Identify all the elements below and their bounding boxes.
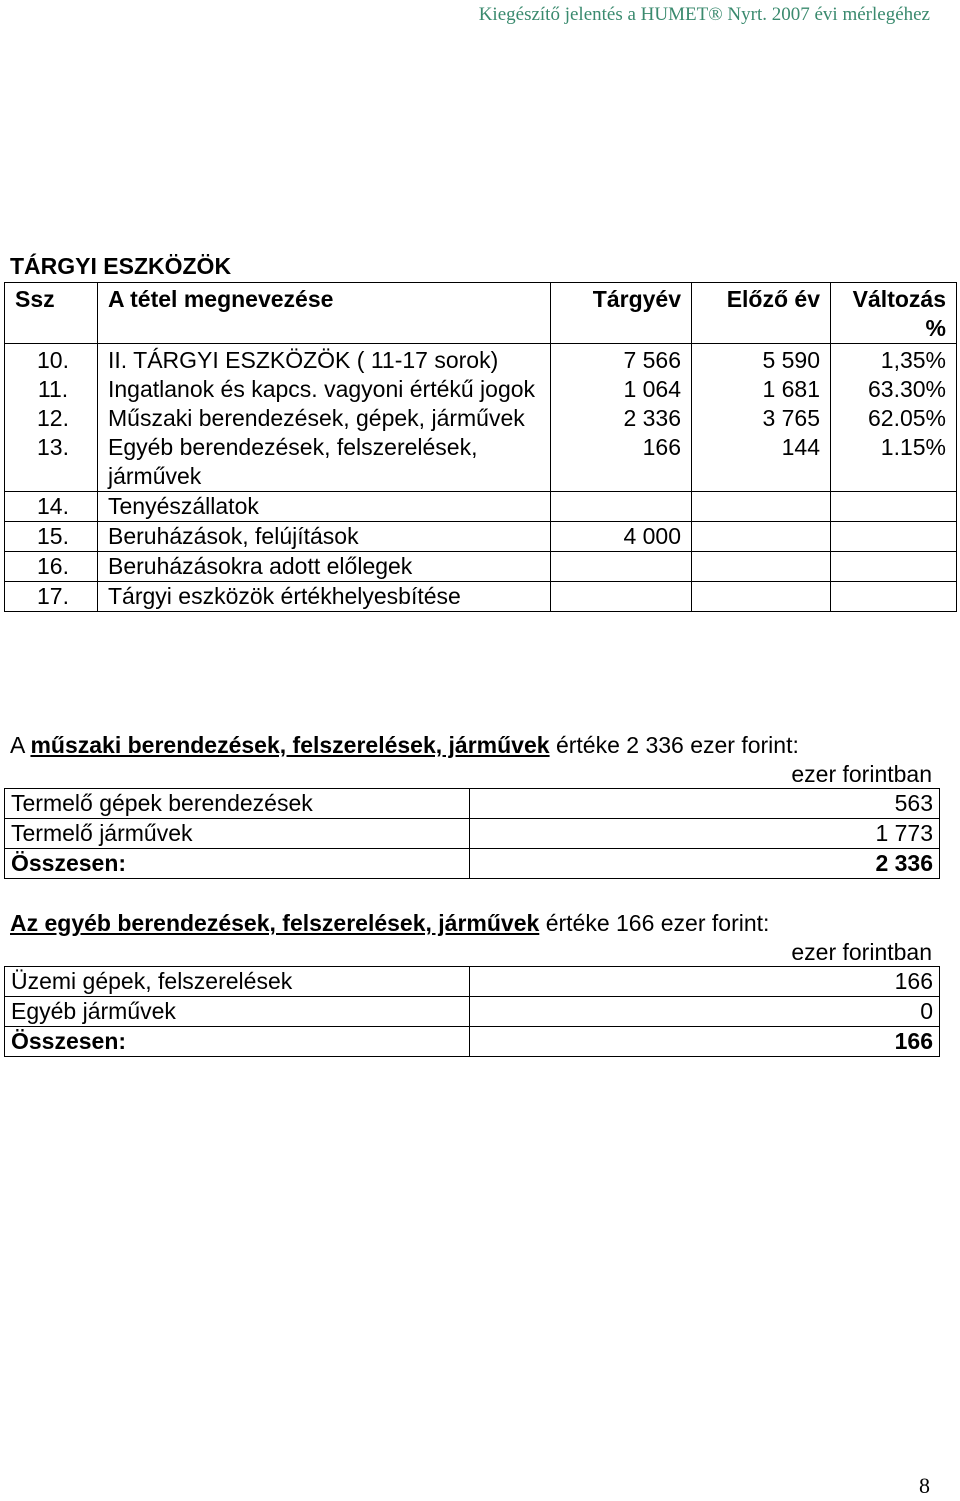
row-ssz: 15. xyxy=(5,522,98,552)
total-row xyxy=(5,1027,940,1057)
intro-underlined: műszaki berendezések, felszerelések, járművek xyxy=(30,732,550,758)
row-label: Üzemi gépek, felszerelések xyxy=(5,967,470,997)
row-name: Beruházásokra adott előlegek xyxy=(98,552,551,582)
column-header-change: Változás % xyxy=(831,283,957,344)
column-header-previous-year: Előző év xyxy=(692,283,831,344)
row-name: Ingatlanok és kapcs. vagyoni értékű jogok xyxy=(98,375,551,404)
unit-label: ezer forintban xyxy=(791,939,932,965)
row-label: Termelő gépek berendezések xyxy=(5,789,470,819)
row-ssz: 14. xyxy=(5,492,98,522)
unit-label: ezer forintban xyxy=(791,761,932,787)
row-previous: 3 765 xyxy=(692,404,831,433)
technical-equipment-intro xyxy=(10,732,799,759)
total-value: 166 xyxy=(470,1027,940,1057)
table-row xyxy=(5,552,957,582)
table-row xyxy=(5,582,957,612)
intro-suffix: értéke 166 ezer forint: xyxy=(545,910,770,936)
row-current: 7 566 xyxy=(551,344,692,376)
table-row xyxy=(5,404,957,433)
row-ssz: 16. xyxy=(5,552,98,582)
section-title: TÁRGYI ESZKÖZÖK xyxy=(10,253,232,279)
table-row xyxy=(5,522,957,552)
row-value: 166 xyxy=(470,967,940,997)
table-row xyxy=(5,433,957,492)
row-previous xyxy=(692,552,831,582)
row-value: 0 xyxy=(470,997,940,1027)
row-name: Tárgyi eszközök értékhelyesbítése xyxy=(98,582,551,612)
total-value: 2 336 xyxy=(470,849,940,879)
intro-suffix: értéke 2 336 ezer forint: xyxy=(555,732,799,758)
page-number: 8 xyxy=(919,1473,930,1498)
row-change: 1,35% xyxy=(831,344,957,376)
row-current: 4 000 xyxy=(551,522,692,552)
row-change xyxy=(831,552,957,582)
row-change xyxy=(831,582,957,612)
row-ssz: 13. xyxy=(5,433,98,492)
row-previous xyxy=(692,492,831,522)
total-label: Összesen: xyxy=(5,849,470,879)
table-row xyxy=(5,492,957,522)
technical-equipment-table xyxy=(4,788,940,879)
document-header: Kiegészítő jelentés a HUMET® Nyrt. 2007 évi mérlegéhez xyxy=(478,4,930,25)
row-name: Műszaki berendezések, gépek, járművek xyxy=(98,404,551,433)
row-name: Beruházások, felújítások xyxy=(98,522,551,552)
row-previous: 144 xyxy=(692,433,831,492)
tangible-assets-table xyxy=(4,282,957,612)
table-row xyxy=(5,789,940,819)
row-name: II. TÁRGYI ESZKÖZÖK ( 11-17 sorok) xyxy=(98,344,551,376)
column-header-ssz: Ssz xyxy=(5,283,98,344)
row-label: Termelő járművek xyxy=(5,819,470,849)
row-change: 62.05% xyxy=(831,404,957,433)
table-row xyxy=(5,997,940,1027)
total-row xyxy=(5,849,940,879)
row-current: 2 336 xyxy=(551,404,692,433)
row-previous: 1 681 xyxy=(692,375,831,404)
row-ssz: 11. xyxy=(5,375,98,404)
table-row xyxy=(5,967,940,997)
intro-underlined: Az egyéb berendezések, felszerelések, járművek xyxy=(10,910,540,936)
row-current: 1 064 xyxy=(551,375,692,404)
row-current xyxy=(551,552,692,582)
row-previous xyxy=(692,582,831,612)
column-header-current-year: Tárgyév xyxy=(551,283,692,344)
row-value: 563 xyxy=(470,789,940,819)
row-ssz: 17. xyxy=(5,582,98,612)
row-name: Tenyészállatok xyxy=(98,492,551,522)
row-label: Egyéb járművek xyxy=(5,997,470,1027)
row-previous: 5 590 xyxy=(692,344,831,376)
total-label: Összesen: xyxy=(5,1027,470,1057)
row-ssz: 10. xyxy=(5,344,98,376)
table-row xyxy=(5,819,940,849)
row-value: 1 773 xyxy=(470,819,940,849)
table-row xyxy=(5,344,957,376)
row-change: 1.15% xyxy=(831,433,957,492)
row-previous xyxy=(692,522,831,552)
row-current xyxy=(551,492,692,522)
row-change: 63.30% xyxy=(831,375,957,404)
row-change xyxy=(831,492,957,522)
column-header-name: A tétel megnevezése xyxy=(98,283,551,344)
row-name: Egyéb berendezések, felszerelések, járművek xyxy=(98,433,551,492)
table-header-row xyxy=(5,283,957,344)
other-equipment-intro xyxy=(10,910,769,937)
intro-prefix: A xyxy=(10,732,25,758)
row-current: 166 xyxy=(551,433,692,492)
other-equipment-table xyxy=(4,966,940,1057)
row-change xyxy=(831,522,957,552)
table-row xyxy=(5,375,957,404)
row-ssz: 12. xyxy=(5,404,98,433)
row-current xyxy=(551,582,692,612)
